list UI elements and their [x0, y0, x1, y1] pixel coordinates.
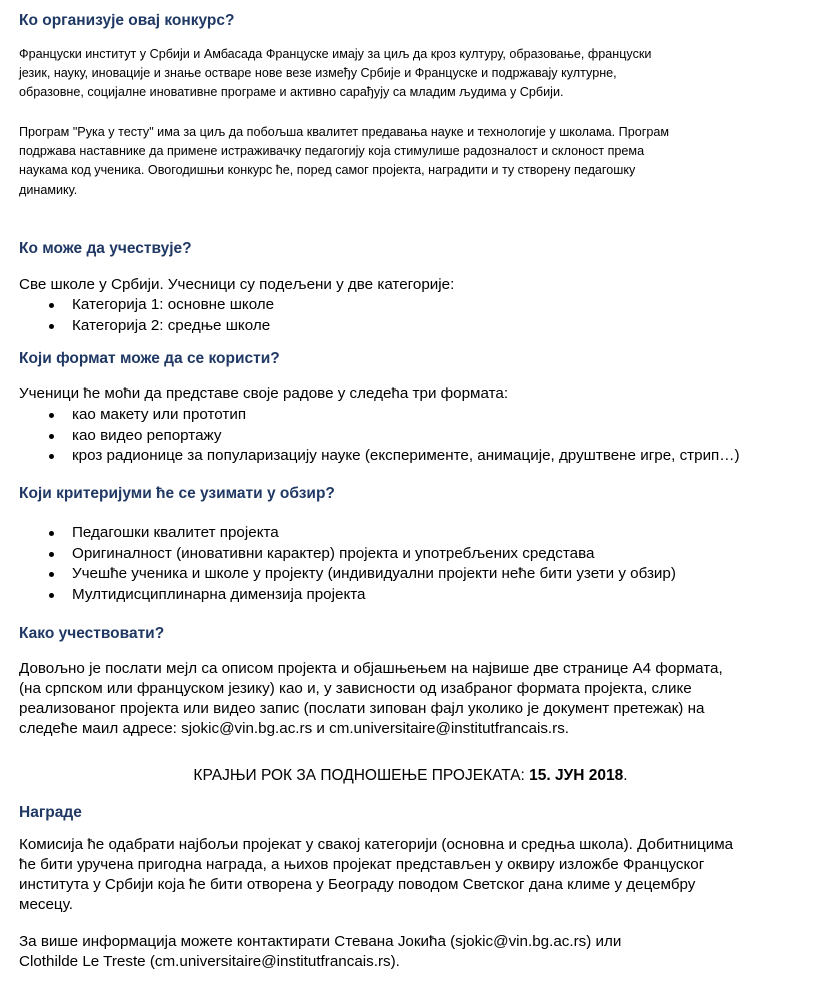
deadline-notice — [0, 766, 821, 786]
criteria-list — [0, 523, 676, 605]
heading-awards: Награде — [19, 804, 82, 821]
bullet-icon — [49, 454, 54, 459]
how-paragraph — [19, 659, 723, 739]
bullet-icon — [49, 593, 54, 598]
heading-criteria: Који критеријуми ће се узимати у обзир? — [19, 485, 335, 502]
bullet-icon — [49, 531, 54, 536]
heading-how: Како учествовати? — [19, 625, 165, 642]
awards-paragraph — [19, 835, 733, 915]
formats-list — [0, 405, 740, 467]
list-item: Учешће ученика и школе у пројекту (индивидуални пројекти неће бити узети у обзир) — [0, 564, 676, 585]
text-line: (на српском или француском језику) као и, у зависности од изабраног формата пројекта, слике — [19, 680, 692, 697]
bullet-icon — [49, 413, 54, 418]
heading-organizer: Ко организује овај конкурс? — [19, 12, 235, 29]
text-line: Довољно је послати мејл са описом пројекта и објашњењем на највише две странице А4 формата, — [19, 660, 723, 677]
list-item: Оригиналност (иновативни карактер) пројекта и употребљених средстава — [0, 544, 676, 565]
deadline-end: . — [623, 767, 628, 784]
bullet-icon — [49, 303, 54, 308]
list-item: Категорија 2: средње школе — [0, 316, 274, 337]
formats-intro: Ученици ће моћи да представе своје радове у следећа три формата: — [19, 385, 509, 402]
list-item: Педагошки квалитет пројекта — [0, 523, 676, 544]
bullet-icon — [49, 324, 54, 329]
participants-list — [0, 295, 274, 336]
heading-formats: Који формат може да се користи? — [19, 350, 280, 367]
text-line: Clothilde Le Treste (cm.universitaire@institutfrancais.rs). — [19, 953, 400, 970]
contact-paragraph — [19, 932, 621, 972]
text-line: Француски институт у Србији и Амбасада Француске имају за циљ да кроз културу, образовање, француски — [19, 47, 652, 61]
text-line: Комисија ће одабрати најбољи пројекат у свакој категорији (основна и средња школа). Добитницима — [19, 836, 734, 853]
participants-intro: Све школе у Србији. Учесници су подељени у две категорије: — [19, 276, 455, 293]
deadline-label: КРАЈЊИ РОК ЗА ПОДНОШЕЊЕ ПРОЈЕКАТА: — [193, 767, 530, 784]
bullet-icon — [49, 572, 54, 577]
deadline-date: 15. ЈУН 2018 — [529, 767, 624, 784]
text-line: наукама код ученика. Овогодишњи конкурс ће, поред самог пројекта, наградити и ту створену педагошку — [19, 163, 636, 178]
text-line: образовне, социјалне иновативне програме и активно сарађују са младим људима у Србији. — [19, 85, 564, 100]
organizer-paragraph-2 — [19, 123, 669, 200]
list-item: Мултидисциплинарна димензија пројекта — [0, 585, 676, 606]
text-line: динамику. — [19, 182, 78, 197]
bullet-icon — [49, 434, 54, 439]
list-item: као видео репортажу — [0, 426, 740, 447]
text-line: Програм "Рука у тесту" има за циљ да побољша квалитет предавања науке и технологије у школама. Програм — [19, 125, 670, 139]
text-line: подржава наставнике да примене истраживачку педагогију која стимулише радозналост и склоност према — [19, 144, 645, 159]
text-line: реализованог пројекта или видео запис (послати зипован фајл уколико је документ претежак) на — [19, 700, 705, 717]
list-item: Категорија 1: основне школе — [0, 295, 274, 316]
text-line: института у Србији која ће бити отворена у Београду поводом Светског дана климе у децембру — [19, 876, 696, 893]
text-line: За више информација можете контактирати Стевана Јокића (sjokic@vin.bg.ac.rs) или — [19, 933, 622, 950]
text-line: ће бити уручена пригодна награда, а њихов пројекат представљен у оквиру изложбе Француског — [19, 856, 705, 873]
heading-participants: Ко може да учествује? — [19, 240, 192, 257]
text-line: језик, науку, иновације и знање остваре нове везе између Србије и Француске и подржавају културне, — [19, 66, 617, 81]
bullet-icon — [49, 552, 54, 557]
text-line: следеће маил адресе: sjokic@vin.bg.ac.rs и cm.universitaire@institutfrancais.rs. — [19, 720, 570, 737]
list-item: кроз радионице за популаризацију науке (експерименте, анимације, друштвене игре, стрип…) — [0, 446, 740, 467]
text-line: месецу. — [19, 896, 73, 913]
list-item: као макету или прототип — [0, 405, 740, 426]
organizer-paragraph-1 — [19, 45, 651, 103]
